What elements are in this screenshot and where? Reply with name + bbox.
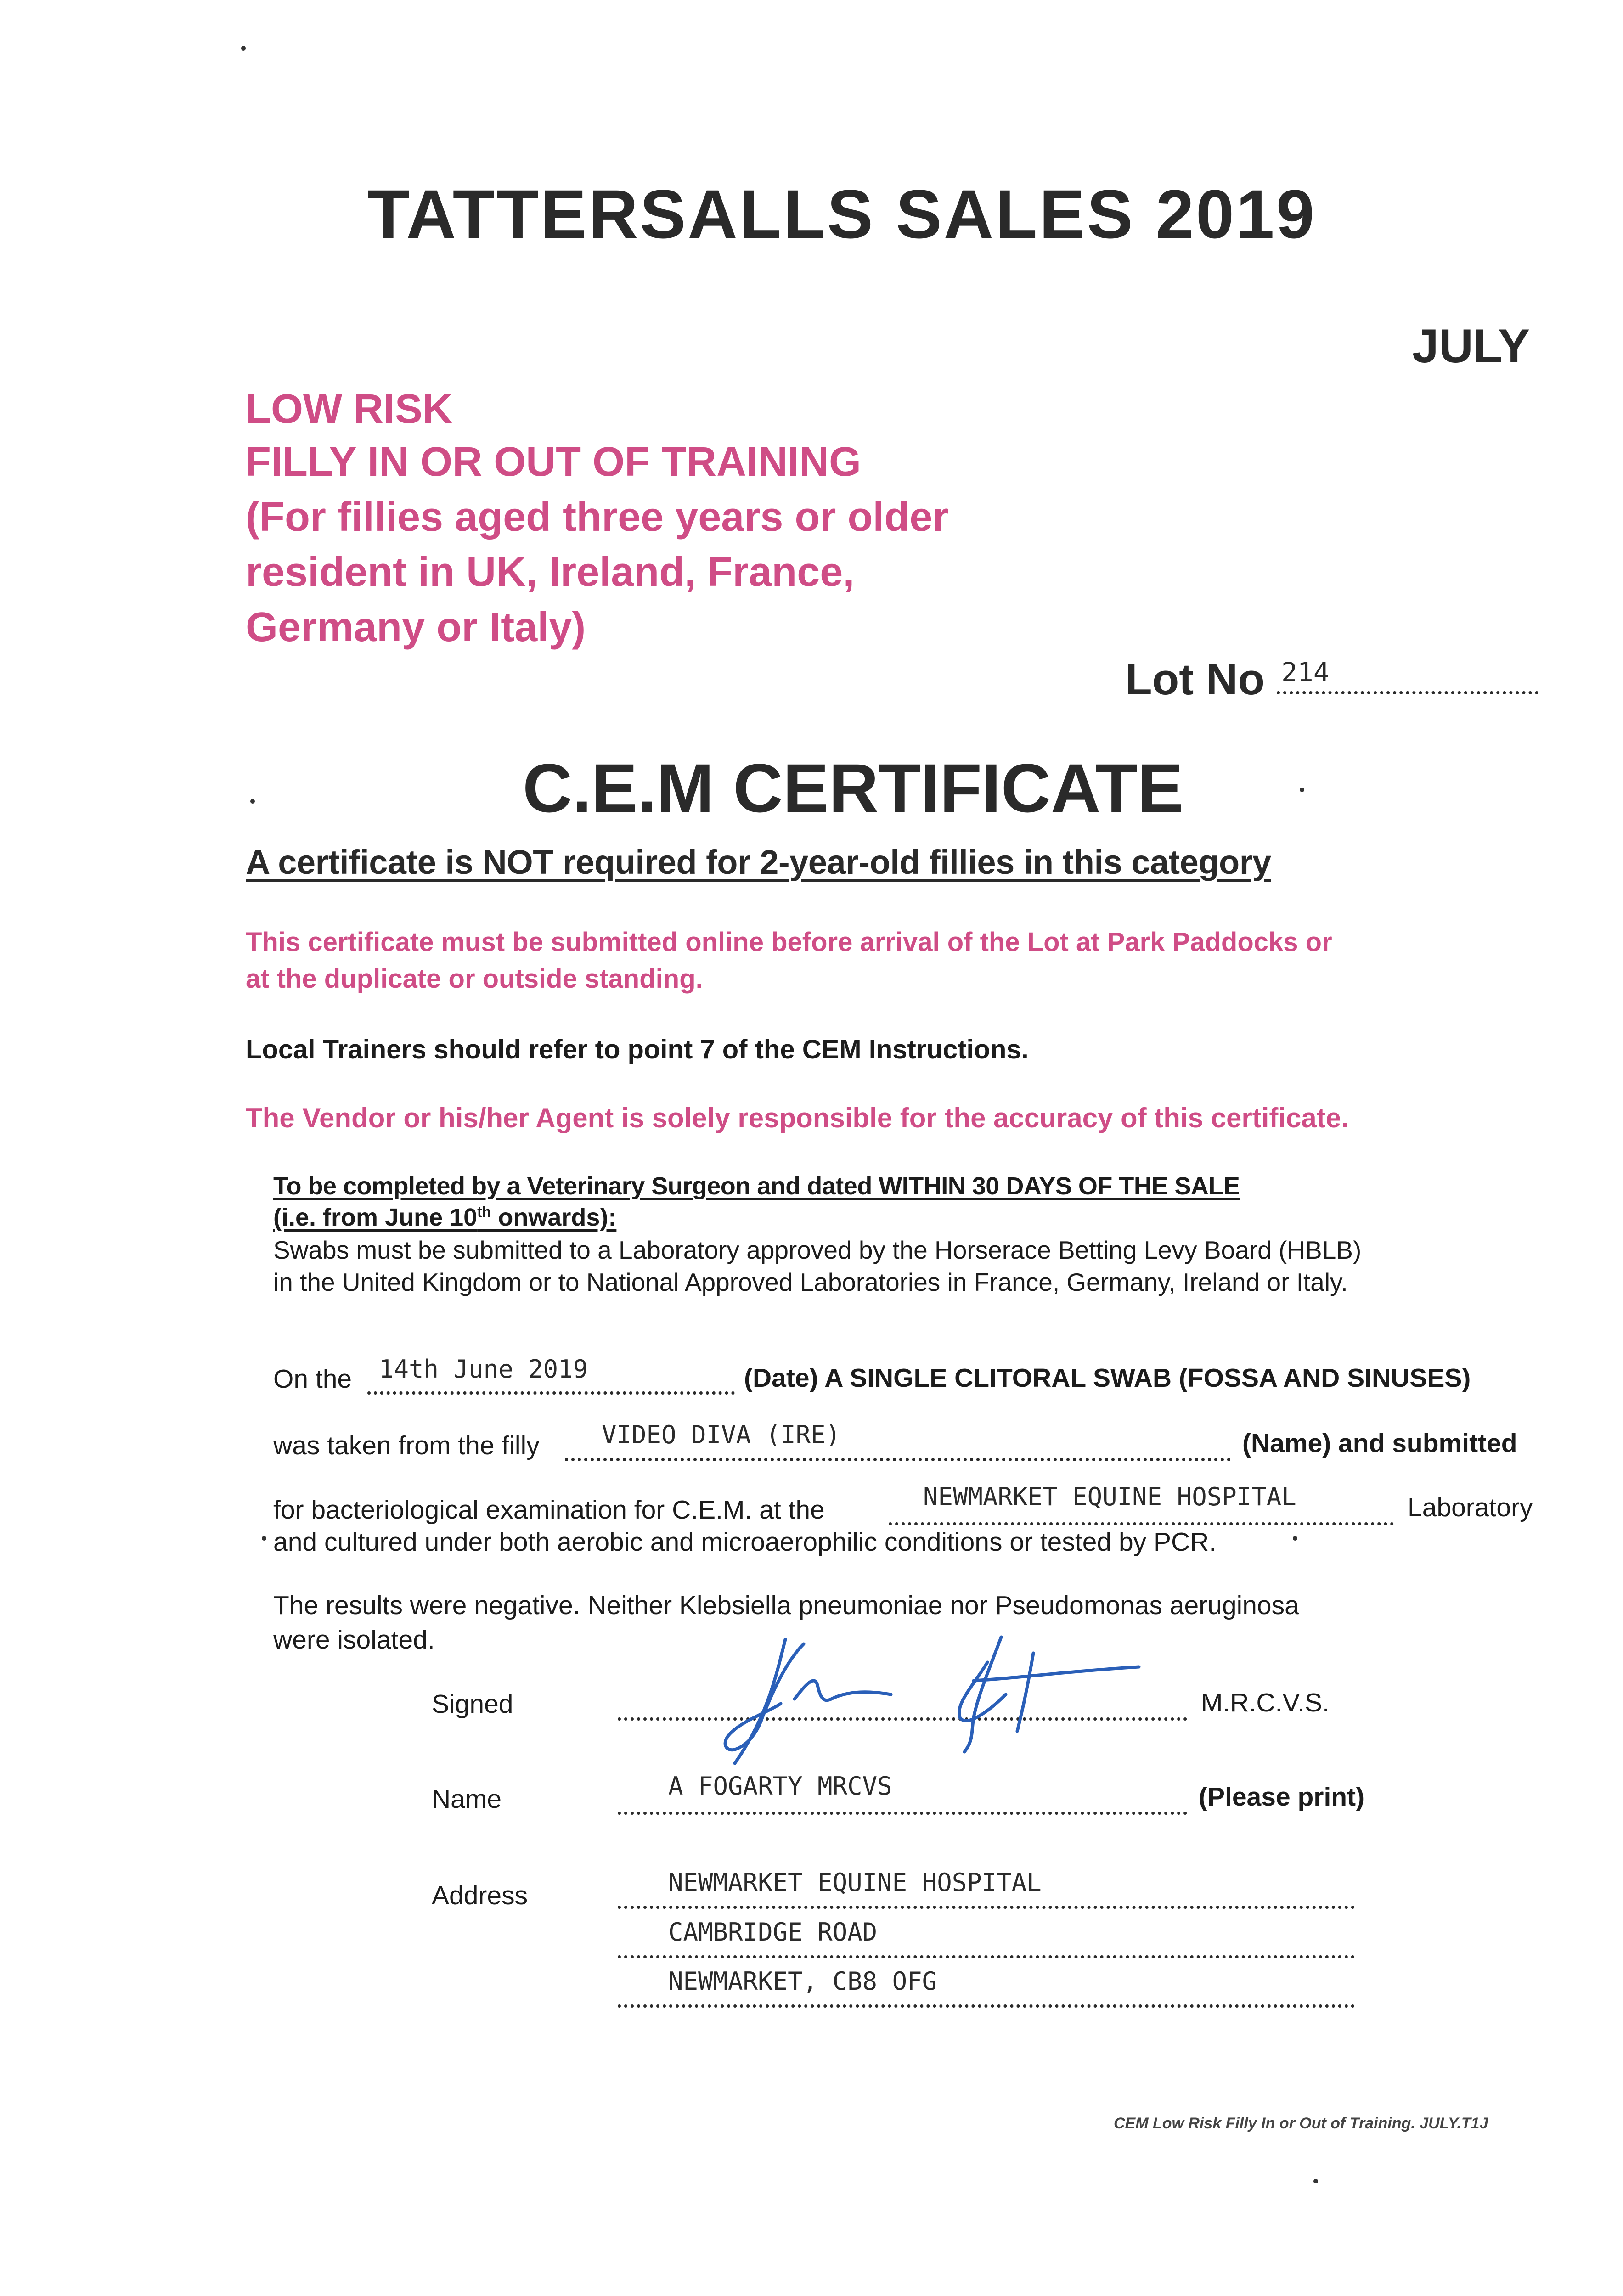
vendor-responsibility-note: The Vendor or his/her Agent is solely responsible for the accuracy of this certificate.	[246, 1103, 1349, 1133]
instructions-body-line-2: in the United Kingdom or to National Approved Laboratories in France, Germany, Ireland or Italy.	[273, 1268, 1348, 1296]
mrcvs-label: M.R.C.V.S.	[1201, 1688, 1330, 1717]
not-required-text: A certificate is NOT required for 2-year-old fillies in this category	[246, 843, 1271, 881]
signed-label: Signed	[432, 1689, 513, 1719]
address-line-3-value: NEWMARKET, CB8 OFG	[668, 1967, 937, 1996]
heading-date-sup: th	[477, 1204, 491, 1220]
address-line-1-value: NEWMARKET EQUINE HOSPITAL	[668, 1868, 1042, 1897]
heading-line-2-text	[273, 1204, 616, 1231]
date-dotted-line	[367, 1391, 735, 1395]
name-dotted-line	[618, 1812, 1187, 1815]
address-line-2-value: CAMBRIDGE ROAD	[668, 1918, 878, 1947]
instructions-body-line-1: Swabs must be submitted to a Laboratory approved by the Horserace Betting Levy Board (HBLB)	[273, 1236, 1362, 1264]
sale-month: JULY	[1412, 320, 1530, 373]
heading-date-prefix: (i.e. from June 10	[273, 1204, 478, 1231]
heading-date-suffix: onwards):	[491, 1204, 617, 1231]
address-dotted-line-1	[618, 1906, 1355, 1909]
lot-number: 214	[1281, 657, 1330, 688]
instructions-heading-line-2	[273, 1203, 616, 1232]
scan-speck	[241, 46, 246, 51]
category-line-2: FILLY IN OR OUT OF TRAINING	[246, 439, 862, 485]
category-line-1: LOW RISK	[246, 386, 452, 432]
lab-label: for bacteriological examination for C.E.M. at the	[273, 1495, 825, 1525]
scan-speck	[1313, 2179, 1318, 2183]
results-line-2: were isolated.	[273, 1625, 435, 1654]
lot-dotted-line	[1277, 691, 1538, 694]
lot-label: Lot No	[1125, 655, 1265, 704]
scan-speck	[1300, 788, 1304, 792]
date-value: 14th June 2019	[379, 1355, 588, 1384]
address-dotted-line-3	[618, 2004, 1355, 2008]
instructions-heading-line-1	[273, 1172, 1240, 1200]
address-dotted-line-2	[618, 1955, 1355, 1958]
category-line-4: resident in UK, Ireland, France,	[246, 549, 855, 595]
name-label: Name	[432, 1784, 502, 1814]
cultured-statement: and cultured under both aerobic and microaerophilic conditions or tested by PCR.	[273, 1527, 1217, 1557]
name-value: A FOGARTY MRCVS	[668, 1772, 892, 1801]
lab-suffix: Laboratory	[1408, 1493, 1533, 1522]
submit-note-line-1: This certificate must be submitted online before arrival of the Lot at Park Paddocks or	[246, 927, 1332, 957]
on-the-label: On the	[273, 1364, 352, 1394]
please-print-note: (Please print)	[1199, 1782, 1365, 1812]
filly-label: was taken from the filly	[273, 1431, 540, 1460]
not-required-notice	[246, 843, 1271, 882]
lab-name-value: NEWMARKET EQUINE HOSPITAL	[923, 1482, 1296, 1511]
category-line-5: Germany or Italy)	[246, 604, 586, 650]
category-line-3: (For fillies aged three years or older	[246, 494, 949, 540]
filly-dotted-line	[565, 1458, 1231, 1461]
address-label: Address	[432, 1881, 528, 1910]
form-code-footer: CEM Low Risk Filly In or Out of Training. JULY.T1J	[1114, 2115, 1488, 2132]
date-suffix: (Date) A SINGLE CLITORAL SWAB (FOSSA AND SINUSES)	[744, 1363, 1471, 1393]
certificate-title: C.E.M CERTIFICATE	[523, 749, 1183, 827]
instructions-heading-text: To be completed by a Veterinary Surgeon and dated WITHIN 30 DAYS OF THE SALE	[273, 1172, 1240, 1200]
results-line-1: The results were negative. Neither Klebsiella pneumoniae nor Pseudomonas aeruginosa	[273, 1591, 1299, 1620]
signature-image	[716, 1626, 1167, 1768]
scan-speck	[262, 1536, 266, 1541]
filly-name-value: VIDEO DIVA (IRE)	[602, 1420, 841, 1449]
submit-note-line-2: at the duplicate or outside standing.	[246, 964, 703, 994]
scan-speck	[1293, 1536, 1297, 1541]
lab-dotted-line	[889, 1522, 1394, 1525]
document-title: TATTERSALLS SALES 2019	[367, 175, 1317, 253]
scan-speck	[250, 799, 255, 804]
local-trainers-note: Local Trainers should refer to point 7 of the CEM Instructions.	[246, 1035, 1029, 1064]
filly-suffix: (Name) and submitted	[1242, 1429, 1517, 1458]
